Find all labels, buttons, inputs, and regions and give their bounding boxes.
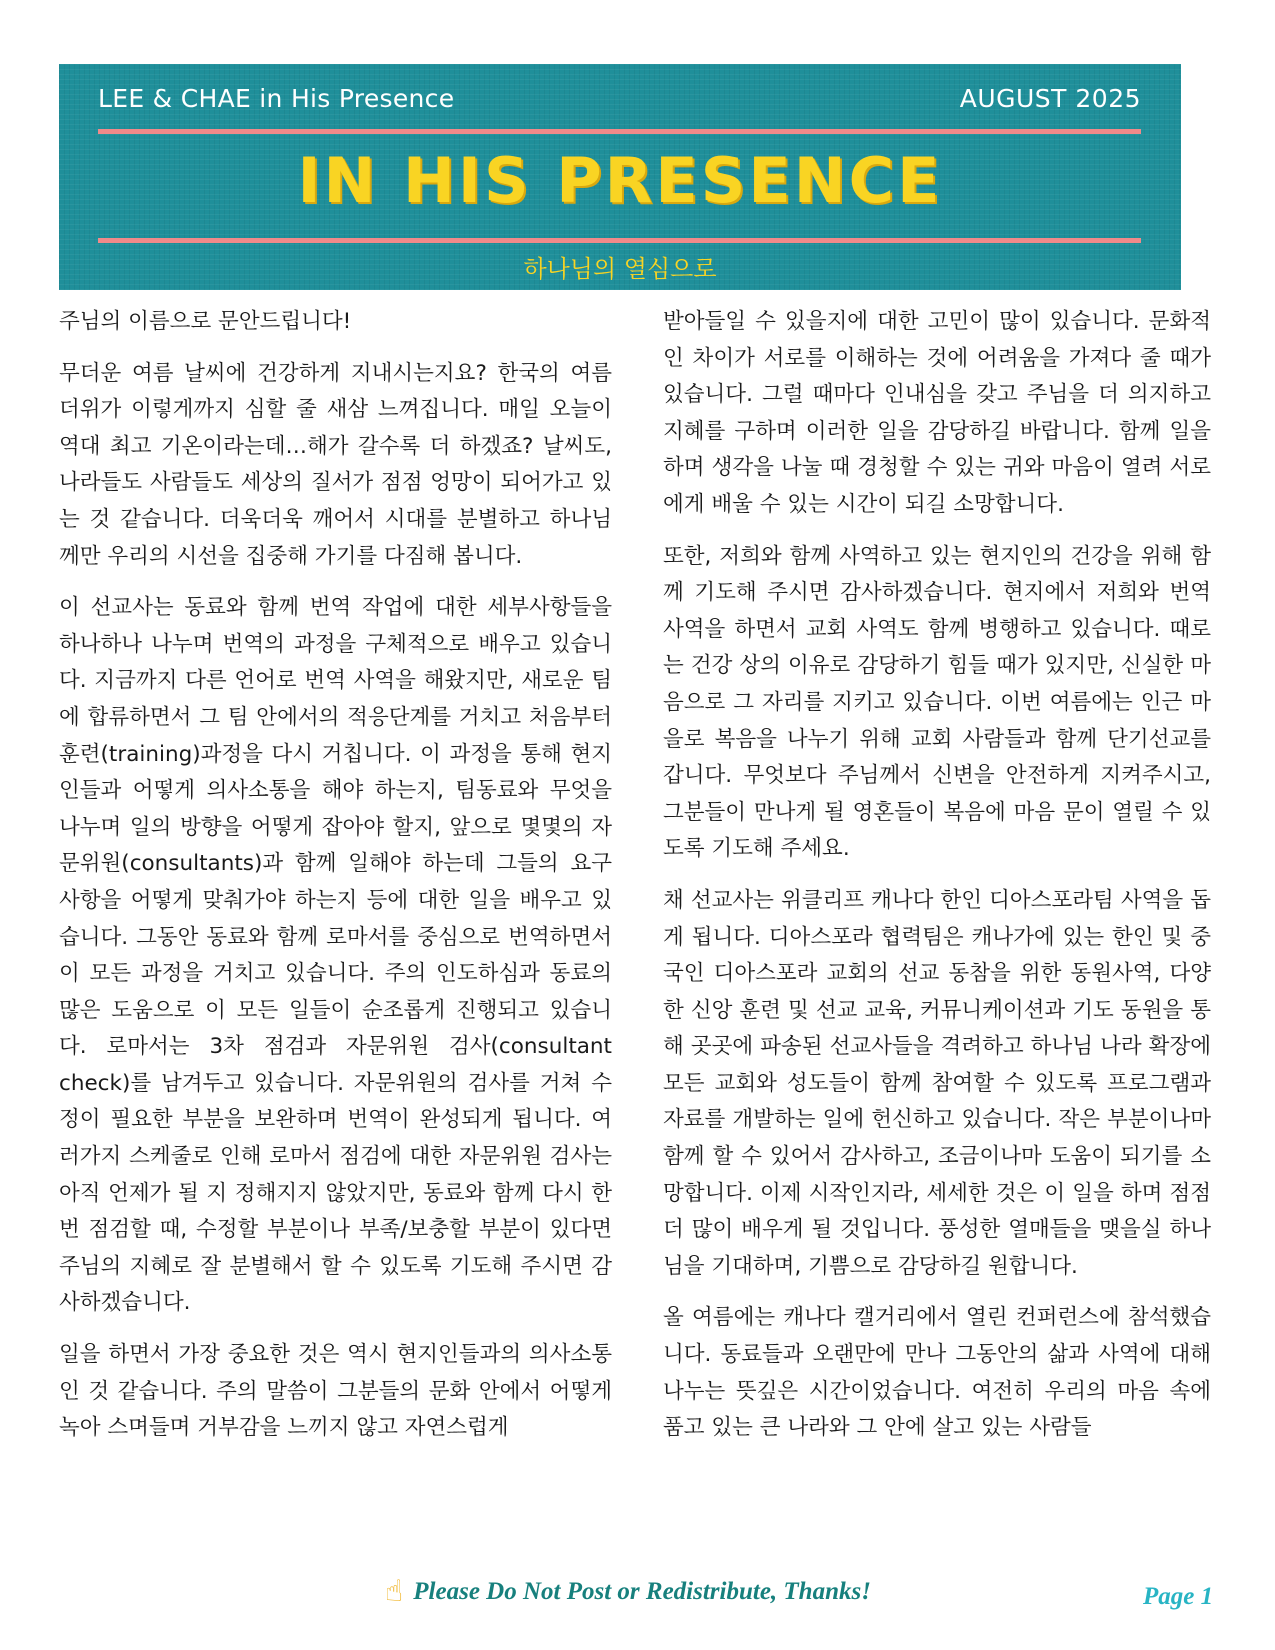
issue-date: AUGUST 2025 (959, 84, 1141, 113)
newsletter-title: IN HIS PRESENCE (297, 144, 943, 217)
body-paragraph: 올 여름에는 캐나다 캘거리에서 열린 컨퍼런스에 참석했습니다. 동료들과 오랜만에 만나 그동안의 삶과 사역에 대해 나누는 뜻깊은 시간이었습니다. 여전히 우리의 마음 속에 품고 있는 큰 나라와 그 안에 살고 있는 사람들 (663, 1305, 1211, 1441)
pointing-up-hand-icon: ☝ (385, 1574, 404, 1609)
right-column (663, 304, 1211, 1462)
left-column (59, 304, 612, 1462)
distribution-notice (385, 1574, 871, 1609)
body-paragraph: 받아들일 수 있을지에 대한 고민이 많이 있습니다. 문화적인 차이가 서로를 이해하는 것에 어려움을 가져다 줄 때가 있습니다. 그럴 때마다 인내심을 갖고 주님을 더 의지하고 지혜를 구하며 이러한 일을 감당하길 바랍니다. 함께 일을 하며 생각을 나눌 때 경청할 수 있는 귀와 마음이 열려 서로에게 배울 수 있는 시간이 되길 소망합니다. (663, 309, 1211, 517)
newsletter-subtitle-left: LEE & CHAE in His Presence (98, 84, 455, 113)
greeting-paragraph: 주님의 이름으로 문안드립니다! (59, 309, 352, 334)
page-number: Page 1 (1143, 1583, 1214, 1610)
newsletter-korean-subtitle: 하나님의 열심으로 (523, 255, 717, 283)
newsletter-banner (59, 64, 1181, 290)
body-paragraph: 이 선교사는 동료와 함께 번역 작업에 대한 세부사항들을 하나하나 나누며 번역의 과정을 구체적으로 배우고 있습니다. 지금까지 다른 언어로 번역 사역을 해왔지만, 새로운 팀에 합류하면서 그 팀 안에서의 적응단계를 거치고 처음부터 훈련(training)과정을 다시 거칩니다. 이 과정을 통해 현지인들과 어떻게 의사소통을 해야 하는지, 팀동료와 무엇을 나누며 일의 방향을 어떻게 잡아야 할지, 앞으로 몇몇의 자문위원(consultants)과 함께 일해야 하는데 그들의 요구 사항을 어떻게 맞춰가야 하는지 등에 대한 일을 배우고 있습니다. 그동안 동료와 함께 로마서를 중심으로 번역하면서 이 모든 과정을 거치고 있습니다. 주의 인도하심과 동료의 많은 도움으로 이 모든 일들이 순조롭게 진행되고 있습니다. 로마서는 3차 점검과 자문위원 검사(consultant check)를 남겨두고 있습니다. 자문위원의 검사를 거쳐 수정이 필요한 부분을 보완하며 번역이 완성되게 됩니다. 여러가지 스케줄로 인해 로마서 점검에 대한 자문위원 검사는 아직 언제가 될 지 정해지지 않았지만, 동료와 함께 다시 한번 점검할 때, 수정할 부분이나 부족/보충할 부분이 있다면 주님의 지혜로 잘 분별해서 할 수 있도록 기도해 주시면 감사하겠습니다. (59, 595, 612, 1316)
distribution-notice-text: Please Do Not Post or Redistribute, Thanks! (413, 1578, 871, 1605)
body-paragraph: 채 선교사는 위클리프 캐나다 한인 디아스포라팀 사역을 돕게 됩니다. 디아스포라 협력팀은 캐나가에 있는 한인 및 중국인 디아스포라 교회의 선교 동참을 위한 동원사역, 다양한 신앙 훈련 및 선교 교육, 커뮤니케이션과 기도 동원을 통해 곳곳에 파송된 선교사들을 격려하고 하나님 나라 확장에 모든 교회와 성도들이 함께 참여할 수 있도록 프로그램과 자료를 개발하는 일에 헌신하고 있습니다. 작은 부분이나마 함께 할 수 있어서 감사하고, 조금이나마 도움이 되기를 소망합니다. 이제 시작인지라, 세세한 것은 이 일을 하며 점점 더 많이 배우게 될 것입니다. 풍성한 열매들을 맺을실 하나님을 기대하며, 기쁨으로 감당하길 원합니다. (663, 887, 1211, 1279)
body-paragraph: 일을 하면서 가장 중요한 것은 역시 현지인들과의 의사소통인 것 같습니다. 주의 말씀이 그분들의 문화 안에서 어떻게 녹아 스며들며 거부감을 느끼지 않고 자연스럽게 (59, 1342, 612, 1441)
banner-divider-bottom (98, 238, 1141, 243)
body-paragraph: 또한, 저희와 함께 사역하고 있는 현지인의 건강을 위해 함께 기도해 주시면 감사하겠습니다. 현지에서 저희와 번역 사역을 하면서 교회 사역도 함께 병행하고 있습니다. 때로는 건강 상의 이유로 감당하기 힘들 때가 있지만, 신실한 마음으로 그 자리를 지키고 있습니다. 이번 여름에는 인근 마을로 복음을 나누기 위해 교회 사람들과 함께 단기선교를 갑니다. 무엇보다 주님께서 신변을 안전하게 지켜주시고, 그분들이 만나게 될 영혼들이 복음에 마음 문이 열릴 수 있도록 기도해 주세요. (663, 543, 1211, 862)
body-paragraph: 무더운 여름 날씨에 건강하게 지내시는지요? 한국의 여름 더위가 이렇게까지 심할 줄 새삼 느껴집니다. 매일 오늘이 역대 최고 기온이라는데…해가 갈수록 더 하겠죠? 날씨도, 나라들도 사람들도 세상의 질서가 점점 엉망이 되어가고 있는 것 같습니다. 더욱더욱 깨어서 시대를 분별하고 하나님께만 우리의 시선을 집중해 가기를 다짐해 봅니다. (59, 360, 612, 569)
banner-divider-top (98, 129, 1141, 134)
